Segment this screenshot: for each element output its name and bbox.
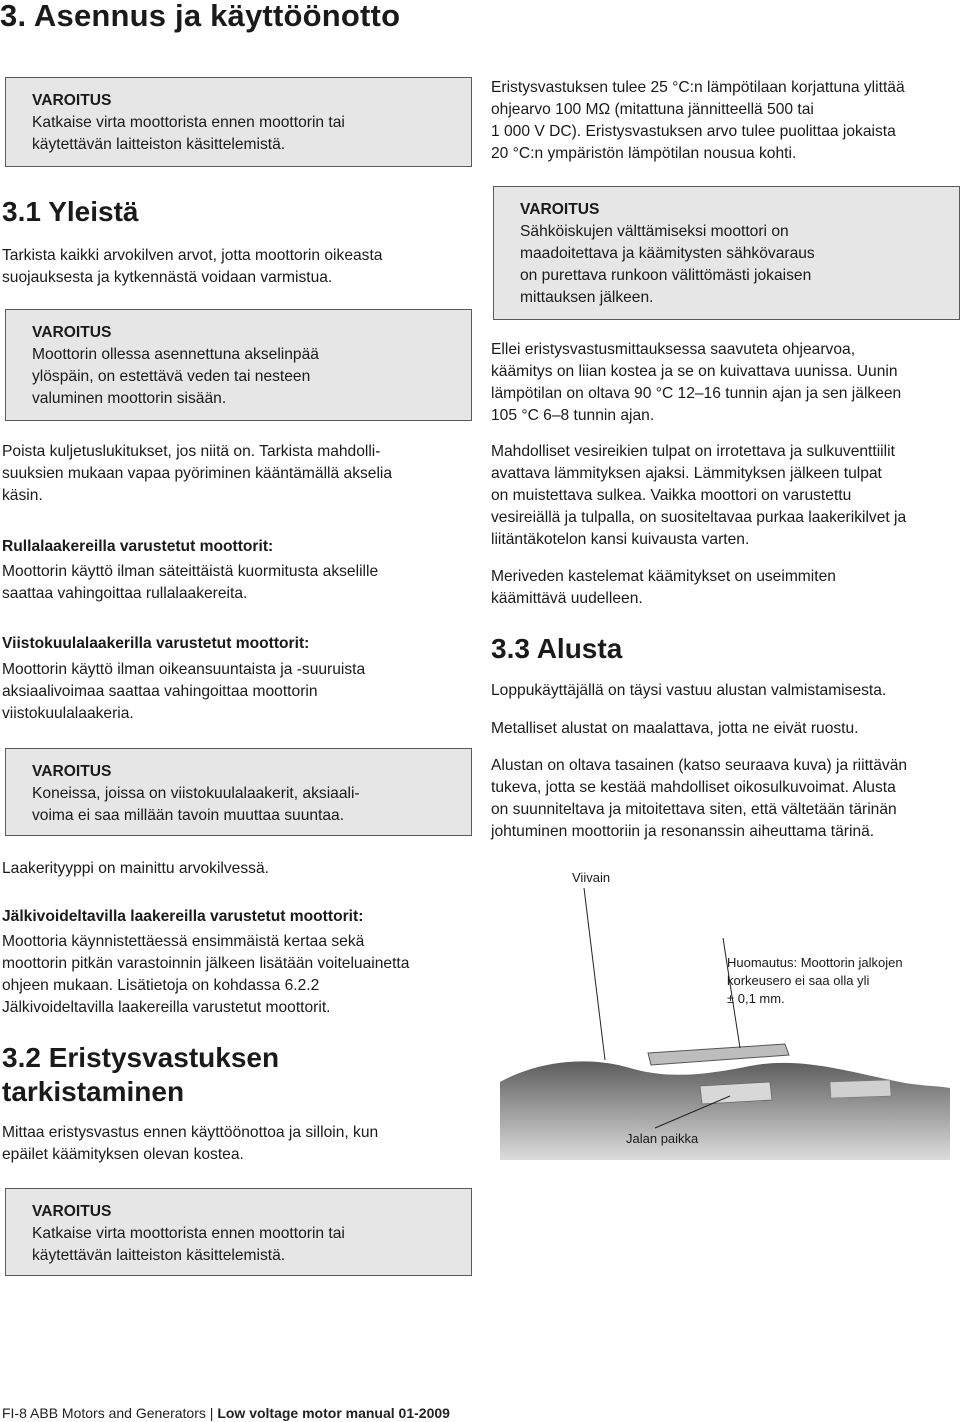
angular-bearing-section <box>2 633 472 725</box>
section-title-line: tarkistaminen <box>2 1076 185 1107</box>
text-line: suuksien mukaan vapaa pyöriminen kääntämällä akselia <box>2 465 393 482</box>
warning-line: Katkaise virta moottorista ennen moottorin tai <box>32 114 345 131</box>
text-line: 105 °C 6–8 tunnin ajan. <box>491 407 655 424</box>
footer-separator: | <box>209 1405 214 1421</box>
page-footer <box>2 1405 450 1421</box>
company-name: ABB Motors and Generators <box>30 1405 206 1421</box>
warning-line: mittauksen jälkeen. <box>520 289 654 306</box>
ruler-leader-line <box>584 888 605 1060</box>
paragraph-foundation-requirements <box>491 755 960 843</box>
page-title: 3. Asennus ja käyttöönotto <box>0 0 401 33</box>
foot-pad <box>830 1080 891 1098</box>
warning-line: Katkaise virta moottorista ennen moottorin tai <box>32 1225 345 1242</box>
text-line: Poista kuljetuslukitukset, jos niitä on. Tarkista mahdolli- <box>2 443 381 460</box>
text-line: epäilet käämityksen olevan kostea. <box>2 1146 244 1163</box>
paragraph-drying <box>491 339 960 427</box>
section-number: 3.3 <box>491 633 530 664</box>
paragraph-metal-foundations <box>491 718 960 740</box>
regrease-section <box>2 906 472 1019</box>
text-line: tukeva, jotta se kestää mahdolliset oikosulkuvoimat. Alusta <box>491 779 896 796</box>
warning-title: VAROITUS <box>32 1203 112 1220</box>
paragraph-seawater <box>491 566 960 610</box>
text-line: ohjearvo 100 MΩ (mitattuna jännitteellä 500 tai <box>491 101 814 118</box>
text-line: Mittaa eristysvastus ennen käyttöönottoa ja silloin, kun <box>2 1124 379 1141</box>
section-number: 3.1 <box>2 196 41 227</box>
text-line: vesireiällä ja tulpalla, on suositeltavaa purkaa laakerikilvet ja <box>491 509 907 526</box>
section-3-3-heading <box>491 633 622 665</box>
text-line: 20 °C:n ympäristön lämpötilan nousua kohti. <box>491 145 797 162</box>
note-line: Huomautus: Moottorin jalkojen <box>727 955 903 970</box>
text-line: on suunniteltava ja mitoitettava siten, että vältetään tärinän <box>491 801 897 818</box>
text-line: aksiaalivoimaa saattaa vahingoittaa moottorin <box>2 683 318 700</box>
ruler-bar <box>648 1044 789 1065</box>
text-line: Laakerityyppi on mainittu arvokilvessä. <box>2 860 269 877</box>
text-line: viistokuulalaakeria. <box>2 705 134 722</box>
foot-pad <box>700 1082 772 1104</box>
text-line: moottorin pitkän varastoinnin jälkeen lisätään voiteluainetta <box>2 955 410 972</box>
text-line: Moottorin käyttö ilman säteittäistä kuormitusta akselille <box>2 563 379 580</box>
text-line: ohjeen mukaan. Lisätietoja on kohdassa 6.2.2 <box>2 977 320 994</box>
subheading: Viistokuulalaakerilla varustetut moottorit: <box>2 635 310 652</box>
section-title-line: Eristysvastuksen <box>48 1042 280 1073</box>
note-line: korkeusero ei saa olla yli <box>727 973 870 988</box>
section-number: 3.2 <box>2 1042 41 1073</box>
warning-line: voima ei saa millään tavoin muuttaa suuntaa. <box>32 807 345 824</box>
text-line: käämittävä uudelleen. <box>491 590 643 607</box>
warning-line: ylöspäin, on estettävä veden tai nesteen <box>32 368 311 385</box>
warning-title: VAROITUS <box>520 201 600 218</box>
text-line: liitäntäkotelon kansi kuivausta varten. <box>491 531 750 548</box>
text-line: Loppukäyttäjällä on täysi vastuu alustan valmistamisesta. <box>491 682 887 699</box>
label-ruler: Viivain <box>572 870 611 885</box>
figure-foundation-flatness <box>480 860 960 1180</box>
warning-line: Koneissa, joissa on viistokuulalaakerit, aksiaali- <box>32 785 360 802</box>
text-line: 1 000 V DC). Eristysvastuksen arvo tulee puolittaa jokaista <box>491 123 896 140</box>
section-title: Yleistä <box>48 196 139 227</box>
warning-line: maadoitettava ja käämitysten sähkövaraus <box>520 245 815 262</box>
section-title: Alusta <box>536 633 623 664</box>
paragraph-transport-locks <box>2 441 472 507</box>
warning-line: on purettava runkoon välittömästi jokaisen <box>520 267 812 284</box>
section-3-1-intro <box>2 245 472 289</box>
section-3-2-heading <box>2 1041 279 1109</box>
note-line: ± 0,1 mm. <box>727 991 785 1006</box>
text-line: Ellei eristysvastusmittauksessa saavuteta ohjearvoa, <box>491 341 856 358</box>
text-line: johtuminen moottoriin ja resonanssin aiheuttama tärinä. <box>491 823 875 840</box>
warning-box-earthing <box>493 186 960 320</box>
warning-line: käytettävän laitteiston käsittelemistä. <box>32 136 286 153</box>
text-line: Meriveden kastelemat käämitykset on useimmiten <box>491 568 836 585</box>
text-line: Eristysvastuksen tulee 25 °C:n lämpötilaan korjattuna ylittää <box>491 79 905 96</box>
subheading: Jälkivoideltavilla laakereilla varustetut moottorit: <box>2 908 364 925</box>
warning-title: VAROITUS <box>32 324 112 341</box>
paragraph-insulation-values <box>491 77 960 165</box>
foundation-illustration <box>480 860 960 1180</box>
subheading: Rullalaakereilla varustetut moottorit: <box>2 538 274 555</box>
roller-bearing-section <box>2 536 472 605</box>
text-line: Moottorin käyttö ilman oikeansuuntaista ja -suuruista <box>2 661 366 678</box>
warning-line: Sähköiskujen välttämiseksi moottori on <box>520 223 789 240</box>
text-line: Metalliset alustat on maalattava, jotta ne eivät ruostu. <box>491 720 859 737</box>
warning-title: VAROITUS <box>32 92 112 109</box>
manual-title: Low voltage motor manual 01-2009 <box>217 1405 450 1421</box>
warning-box-power-off-2 <box>5 1188 472 1276</box>
ground-shape <box>500 1061 950 1160</box>
text-line: Jälkivoideltavilla laakereilla varustetut moottorit. <box>2 999 331 1016</box>
text-line: on muistettava sulkea. Vaikka moottori on varustettu <box>491 487 852 504</box>
paragraph-drain-plugs <box>491 441 960 551</box>
paragraph-bearing-type <box>2 858 472 880</box>
warning-box-shaft-up <box>5 309 472 421</box>
text-line: lämpötilan on oltava 90 °C 12–16 tunnin ajan ja sen jälkeen <box>491 385 902 402</box>
section-3-1-heading <box>2 196 139 228</box>
text-line: käämitys on liian kostea ja se on kuivattava uunissa. Uunin <box>491 363 898 380</box>
paragraph-responsibility <box>491 680 960 702</box>
text-line: saattaa vahingoittaa rullalaakereita. <box>2 585 248 602</box>
text-line: suojauksesta ja kytkennästä voidaan varmistua. <box>2 269 333 286</box>
text-line: Alustan on oltava tasainen (katso seuraava kuva) ja riittävän <box>491 757 908 774</box>
text-line: Tarkista kaikki arvokilven arvot, jotta moottorin oikeasta <box>2 247 383 264</box>
warning-line: käytettävän laitteiston käsittelemistä. <box>32 1247 286 1264</box>
warning-box-axial-force <box>5 748 472 836</box>
warning-line: valuminen moottorin sisään. <box>32 390 227 407</box>
text-line: avattava lämmityksen ajaksi. Lämmityksen jälkeen tulpat <box>491 465 882 482</box>
warning-line: Moottorin ollessa asennettuna akselinpää <box>32 346 319 363</box>
text-line: Mahdolliset vesireikien tulpat on irrotettava ja sulkuventtiilit <box>491 443 895 460</box>
page-code: FI-8 <box>2 1405 27 1421</box>
section-3-2-intro <box>2 1122 472 1166</box>
warning-title: VAROITUS <box>32 763 112 780</box>
figure-note <box>727 954 957 1008</box>
warning-box-power-off <box>5 77 472 167</box>
label-foot-position: Jalan paikka <box>626 1131 699 1146</box>
text-line: Moottoria käynnistettäessä ensimmäistä kertaa sekä <box>2 933 365 950</box>
text-line: käsin. <box>2 487 43 504</box>
